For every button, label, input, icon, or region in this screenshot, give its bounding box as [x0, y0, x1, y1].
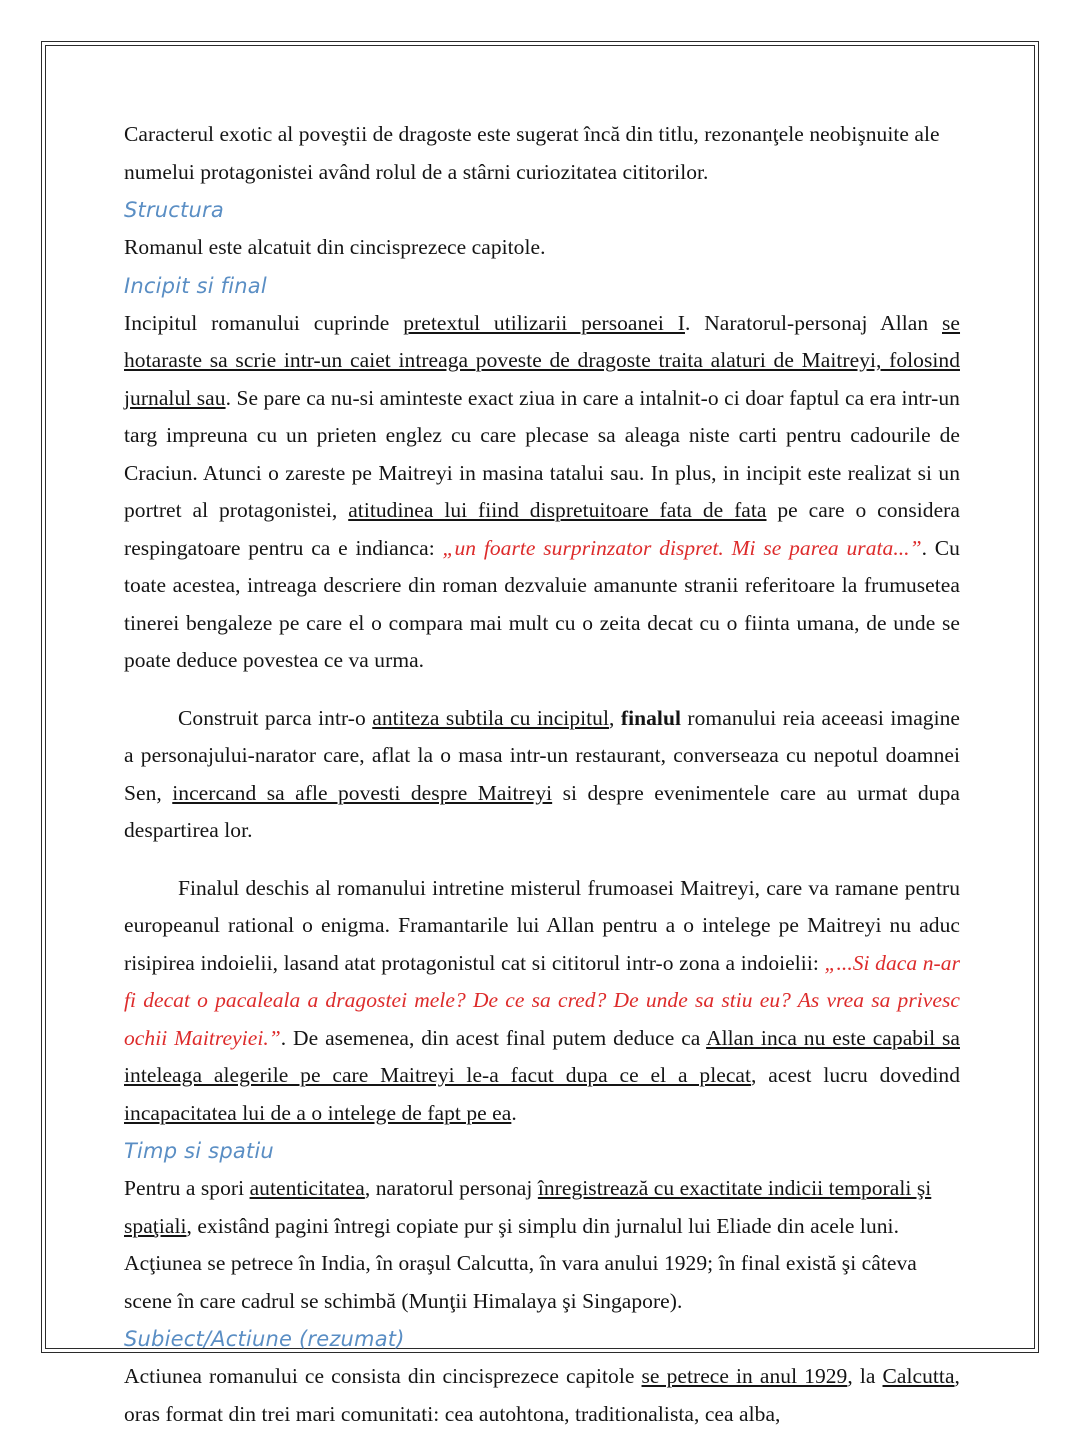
paragraph-timp-si-spatiu — [124, 1170, 960, 1320]
text-run: . Naratorul-personaj Allan — [684, 310, 942, 335]
underlined-run: antiteza subtila cu incipitul — [372, 705, 609, 730]
text-run: . — [511, 1100, 517, 1125]
underlined-run: Allan inca nu este capabil sa inteleaga alegerile pe care Maitreyi le-a facut dupa ce el a plecat — [124, 1025, 960, 1087]
section-heading-incipit-si-final: Incipit si final — [124, 273, 267, 298]
text-run: Actiunea romanului ce consista din cincisprezece capitole — [124, 1364, 642, 1388]
text-run: si despre evenimentele care au urmat dupa despartirea lor. — [124, 780, 961, 842]
paragraph-structura-body: Romanul este alcatuit din cincisprezece capitole. — [124, 235, 546, 259]
text-run: Pentru a spori — [124, 1176, 250, 1200]
text-run: , oras format din trei mari comunitati: cea autohtona, traditionalista, cea alba, — [124, 1364, 960, 1426]
section-heading-subiect-actiune: Subiect/Actiune (rezumat) — [124, 1327, 405, 1351]
text-run: Construit parca intr-o — [178, 705, 373, 730]
text-run: , naratorul personaj — [364, 1176, 538, 1200]
section-heading-timp-si-spatiu: Timp si spatiu — [124, 1139, 274, 1163]
text-run: pe care o considera respingatoare pentru ca e indianca: — [124, 498, 960, 560]
text-run: , existând pagini întregi copiate pur şi simplu din jurnalul lui Eliade din acele luni. Acţiunea se petrece în India, în oraşul Calcutta, în vara anului 1929; în final există şi câteva scene în care cadrul se schimbă (Munţii Himalaya şi Singapore). — [124, 1213, 917, 1313]
underlined-run: incapacitatea lui de a o intelege de fapt pe ea — [124, 1100, 512, 1125]
intro-line-2: neobişnuite ale numelui protagonistei având rolul de a stârni curiozitatea cititorilor. — [124, 122, 940, 184]
paragraph-spacer — [124, 850, 960, 870]
underlined-run: autenticitatea — [249, 1176, 365, 1200]
text-run: . De asemenea, din acest final putem deduce ca — [280, 1025, 707, 1050]
quote-run: „un foarte surprinzator dispret. Mi se parea urata...” — [442, 535, 922, 560]
paragraph-incipit-3 — [124, 870, 960, 1133]
intro-paragraph — [124, 116, 960, 191]
underlined-run: atitudinea lui fiind dispretuitoare fata de fata — [348, 498, 767, 522]
text-run: Incipitul romanului cuprinde — [124, 310, 404, 335]
paragraph-incipit-1 — [124, 305, 960, 680]
text-run: , acest lucru dovedind — [751, 1063, 960, 1087]
text-run: , — [609, 705, 621, 730]
quote-run: „...Si daca n-ar fi decat o pacaleala a dragostei mele? De ce sa cred? De unde sa stiu eu? As vrea sa privesc ochii Maitreyiei.” — [124, 950, 960, 1050]
paragraph-spacer — [124, 680, 960, 700]
text-run: , la — [847, 1364, 883, 1388]
underlined-run: se petrece in anul 1929 — [641, 1364, 848, 1388]
paragraph-incipit-2 — [124, 700, 960, 850]
text-run: . Cu toate acestea, intreaga descriere din roman dezvaluie amanunte stranii referitoare la frumusetea tinerei bengaleze pe care el o compara mai mult cu o zeita decat cu o fiinta umana, de unde se poate deduce povestea ce va urma. — [124, 535, 960, 672]
text-run: romanului reia aceeasi imagine a personajului-narator care, aflat la o masa intr-un restaurant, converseaza cu nepotul doamnei Sen, — [124, 705, 961, 805]
underlined-run: înregistrează cu exactitate indicii temporali şi spaţiali — [124, 1176, 932, 1238]
section-heading-structura: Structura — [124, 198, 224, 222]
bold-run: finalul — [620, 705, 681, 730]
underlined-run: incercand sa afle povesti despre Maitreyi — [172, 780, 553, 805]
text-run: . Se pare ca nu-si aminteste exact ziua in care a intalnit-o ci doar faptul ca era intr-un targ impreuna cu un prieten englez cu care plecase sa aleaga niste carti pentru cadourile de Craciun. Atunci o zareste pe Maitreyi in masina tatalui sau. In plus, in incipit este realizat si un portret al protagonistei, — [124, 385, 960, 522]
underlined-run: pretextul utilizarii persoanei I — [403, 310, 685, 335]
intro-line-1: Caracterul exotic al poveştii de dragoste este sugerat încă din titlu, rezonanţele — [124, 122, 804, 146]
underlined-run: Calcutta — [882, 1364, 955, 1388]
underlined-run: se hotaraste sa scrie intr-un caiet intreaga poveste de dragoste traita alaturi de Maitreyi, folosind jurnalul sau — [124, 310, 961, 410]
paragraph-subiect-actiune — [124, 1358, 960, 1433]
text-run: Finalul deschis al romanului intretine misterul frumoasei Maitreyi, care va ramane pentru europeanul rational o enigma. Framantarile lui Allan pentru a o intelege pe Maitreyi nu aduc risipirea indoielii, lasand atat protagonistul cat si cititorul intr-o zona a indoielii: — [124, 875, 960, 975]
document-content — [124, 116, 960, 1433]
